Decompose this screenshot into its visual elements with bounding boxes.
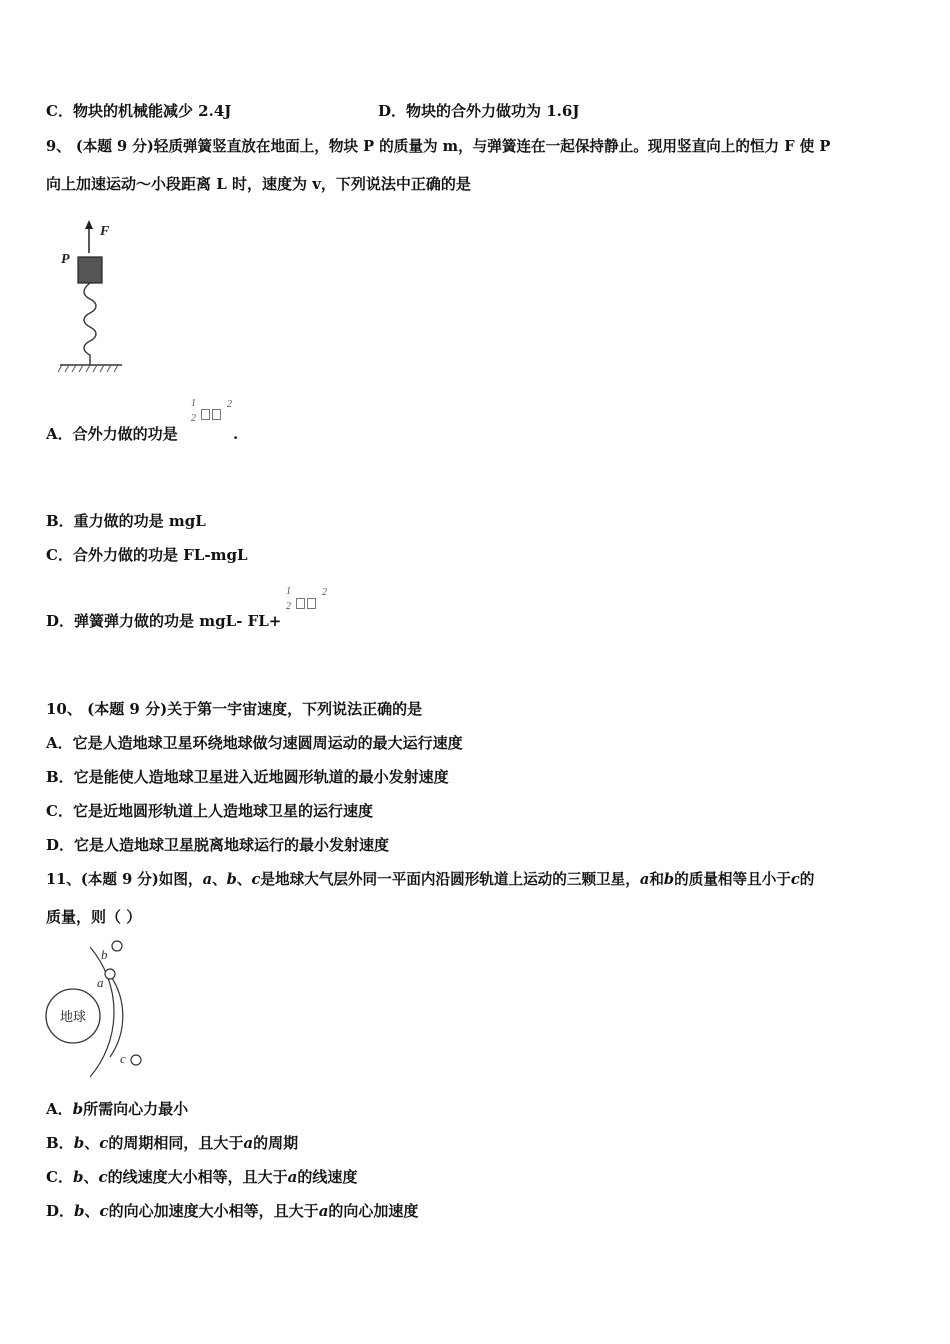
q8-option-c: C．物块的机械能减少 2.4J [46, 102, 232, 120]
q8-option-d: D．物块的合外力做功为 1.6J [378, 102, 580, 120]
earth-label: 地球 [59, 1010, 87, 1025]
q9-d-frac-den: 2 [286, 601, 291, 612]
label-c: c [120, 1051, 126, 1066]
q9-a-period: . [233, 425, 239, 443]
spring [84, 283, 96, 365]
q9-stem-line2: 向上加速运动～小段距离 L 时，速度为 v，下列说法中正确的是 [46, 175, 471, 193]
q9-d-frac-num: 1 [286, 586, 291, 597]
inner-orbit [110, 975, 123, 1057]
fig-label-f: F [100, 224, 110, 239]
q9-option-b: B．重力做的功是 mgL [46, 512, 206, 530]
q10-option-d: D．它是人造地球卫星脱离地球运行的最小发射速度 [46, 836, 390, 854]
q11-option-b: B．b、c的周期相同，且大于a的周期 [46, 1134, 299, 1152]
orbit-figure [40, 935, 170, 1085]
q9-option-d: D．弹簧弹力做的功是 mgL- FL+ [46, 612, 282, 630]
block-p [78, 257, 102, 283]
q10-option-c: C．它是近地圆形轨道上人造地球卫星的运行速度 [46, 802, 373, 820]
satellite-a [105, 969, 115, 979]
q10-option-a: A．它是人造地球卫星环绕地球做匀速圆周运动的最大运行速度 [46, 734, 463, 752]
label-a: a [97, 975, 104, 990]
q9-a-frac-num: 1 [191, 398, 196, 409]
q9-stem-line1: 9、 (本题 9 分)轻质弹簧竖直放在地面上，物块 P 的质量为 m，与弹簧连在一起保持静止。现用竖直向上的恒力 F 使 P [46, 138, 831, 155]
q11-stem-line2: 质量，则（ ） [46, 908, 142, 926]
q9-d-formula-boxes [296, 593, 318, 612]
fig-label-p: P [61, 252, 70, 267]
q9-a-frac-den: 2 [191, 413, 196, 424]
q9-option-c: C．合外力做的功是 FL-mgL [46, 546, 248, 564]
q10-stem: 10、 (本题 9 分)关于第一宇宙速度，下列说法正确的是 [46, 700, 423, 718]
q9-option-a: A．合外力做的功是 [46, 425, 178, 443]
q10-option-b: B．它是能使人造地球卫星进入近地圆形轨道的最小发射速度 [46, 768, 449, 786]
q9-d-exponent: 2 [322, 587, 327, 598]
q11-stem-line1: 11、(本题 9 分)如图，a、b、c是地球大气层外同一平面内沿圆形轨道上运动的三颗卫星，a和b的质量相等且小于c的 [46, 871, 815, 888]
q11-option-a: A．b所需向心力最小 [46, 1100, 189, 1118]
q9-a-exponent: 2 [227, 399, 232, 410]
satellite-b [112, 941, 122, 951]
outer-orbit [90, 947, 114, 1077]
spring-block-figure [52, 215, 132, 380]
q11-option-c: C．b、c的线速度大小相等，且大于a的线速度 [46, 1168, 358, 1186]
label-b: b [101, 947, 108, 962]
satellite-c [131, 1055, 141, 1065]
q9-a-formula-boxes [201, 404, 223, 423]
q11-option-d: D．b、c的向心加速度大小相等，且大于a的向心加速度 [46, 1202, 419, 1220]
